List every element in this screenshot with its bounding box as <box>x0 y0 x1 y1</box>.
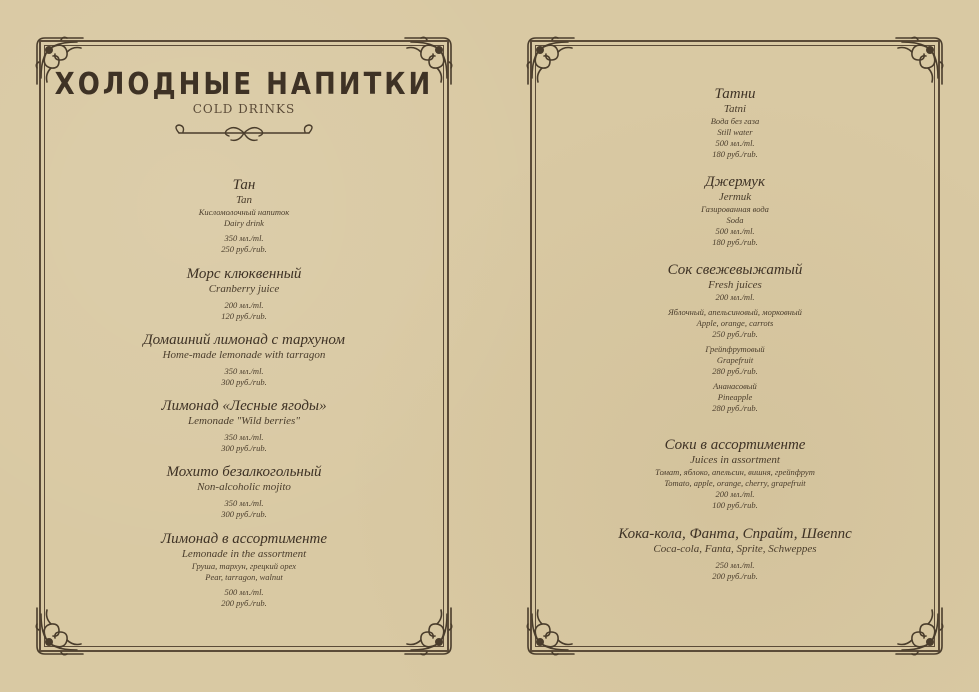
menu-item <box>39 531 449 609</box>
item-price: 200 руб./rub. <box>712 571 758 581</box>
variant-price: 280 руб./rub. <box>712 366 758 376</box>
item-name-en: Juices in assortment <box>690 454 780 466</box>
item-price: 200 руб./rub. <box>221 598 267 608</box>
variant-en: Grapefruit <box>716 355 754 365</box>
item-price: 300 руб./rub. <box>221 443 267 453</box>
item-name-en: Tatni <box>723 103 747 115</box>
item-name: Татни <box>714 86 756 102</box>
item-price: 300 руб./rub. <box>221 377 267 387</box>
menu-item <box>39 332 449 388</box>
menu-page-right <box>530 40 940 652</box>
item-volume: 350 мл./ml. <box>224 366 264 376</box>
item-desc-ru: Груша, тархун, грецкий орех <box>191 561 297 571</box>
item-name-en: Lemonade "Wild berries" <box>188 415 300 427</box>
item-name: Соки в ассортименте <box>664 437 806 453</box>
item-name: Джермук <box>705 174 765 190</box>
item-name: Кока-кола, Фанта, Спрайт, Швеппс <box>618 526 852 542</box>
item-desc-en: Soda <box>726 215 744 225</box>
item-volume: 500 мл./ml. <box>715 138 755 148</box>
variant-en: Pineapple <box>717 392 753 402</box>
variant-ru: Яблочный, апельсиновый, морковный <box>668 307 802 317</box>
item-name-en: Jermuk <box>718 191 752 203</box>
item-price: 180 руб./rub. <box>712 149 758 159</box>
item-desc-en: Still water <box>717 127 753 137</box>
section-title <box>39 67 449 144</box>
item-volume: 250 мл./ml. <box>715 560 755 570</box>
item-name: Морс клюквенный <box>186 266 302 282</box>
item-price: 300 руб./rub. <box>221 509 267 519</box>
item-desc-ru: Вода без газа <box>710 116 760 126</box>
variant-price: 280 руб./rub. <box>712 403 758 413</box>
item-volume: 350 мл./ml. <box>224 233 264 243</box>
menu-item <box>530 526 940 582</box>
item-name: Лимонад «Лесные ягоды» <box>161 398 327 414</box>
item-name: Тан <box>232 177 256 193</box>
menu-item <box>530 262 940 414</box>
item-desc-en: Dairy drink <box>224 218 264 228</box>
item-name-en: Tan <box>235 194 253 206</box>
menu-item <box>39 177 449 255</box>
variant-en: Apple, orange, carrots <box>696 318 774 328</box>
item-price: 250 руб./rub. <box>221 244 267 254</box>
title-ru: ХОЛОДНЫЕ НАПИТКИ <box>54 67 434 103</box>
item-name-en: Fresh juices <box>708 279 762 291</box>
item-name: Лимонад в ассортименте <box>160 531 327 547</box>
item-desc-ru: Газированная вода <box>701 204 769 214</box>
variant-ru: Ананасовый <box>713 381 757 391</box>
item-desc-en: Tomato, apple, orange, cherry, grapefruit <box>664 478 806 488</box>
menu-item <box>530 86 940 160</box>
item-name-en: Cranberry juice <box>208 283 280 295</box>
item-volume: 500 мл./ml. <box>715 226 755 236</box>
menu-page-left <box>39 40 449 652</box>
menu-item <box>39 266 449 322</box>
item-desc-ru: Кисломолочный напиток <box>198 207 290 217</box>
item-price: 100 руб./rub. <box>712 500 758 510</box>
item-name-en: Home-made lemonade with tarragon <box>162 349 326 361</box>
menu-item <box>39 464 449 520</box>
item-name-en: Coca-cola, Fanta, Sprite, Schweppes <box>653 543 817 555</box>
juice-variant <box>530 344 940 377</box>
item-name-en: Lemonade in the assortment <box>181 548 307 560</box>
variant-ru: Грейпфрутовый <box>705 344 765 354</box>
item-desc-ru: Томат, яблоко, апельсин, вишня, грейпфрут <box>655 467 815 477</box>
juice-variant <box>530 381 940 414</box>
menu-item <box>530 174 940 248</box>
item-volume: 350 мл./ml. <box>224 432 264 442</box>
title-en: COLD DRINKS <box>192 102 296 116</box>
item-price: 180 руб./rub. <box>712 237 758 247</box>
item-name-en: Non-alcoholic mojito <box>197 481 291 493</box>
item-desc-en: Pear, tarragon, walnut <box>205 572 283 582</box>
menu-item <box>39 398 449 454</box>
item-name: Мохито безалкогольный <box>166 464 322 480</box>
item-price: 120 руб./rub. <box>221 311 267 321</box>
flourish-divider-icon <box>169 122 319 144</box>
menu-item <box>530 437 940 511</box>
item-name: Домашний лимонад с тархуном <box>143 332 345 348</box>
item-volume: 500 мл./ml. <box>224 587 264 597</box>
juice-variant <box>530 307 940 340</box>
item-volume: 200 мл./ml. <box>715 489 755 499</box>
variant-price: 250 руб./rub. <box>712 329 758 339</box>
item-name: Сок свежевыжатый <box>667 262 803 278</box>
item-volume: 200 мл./ml. <box>224 300 264 310</box>
item-volume: 350 мл./ml. <box>224 498 264 508</box>
item-volume: 200 мл./ml. <box>715 292 755 302</box>
